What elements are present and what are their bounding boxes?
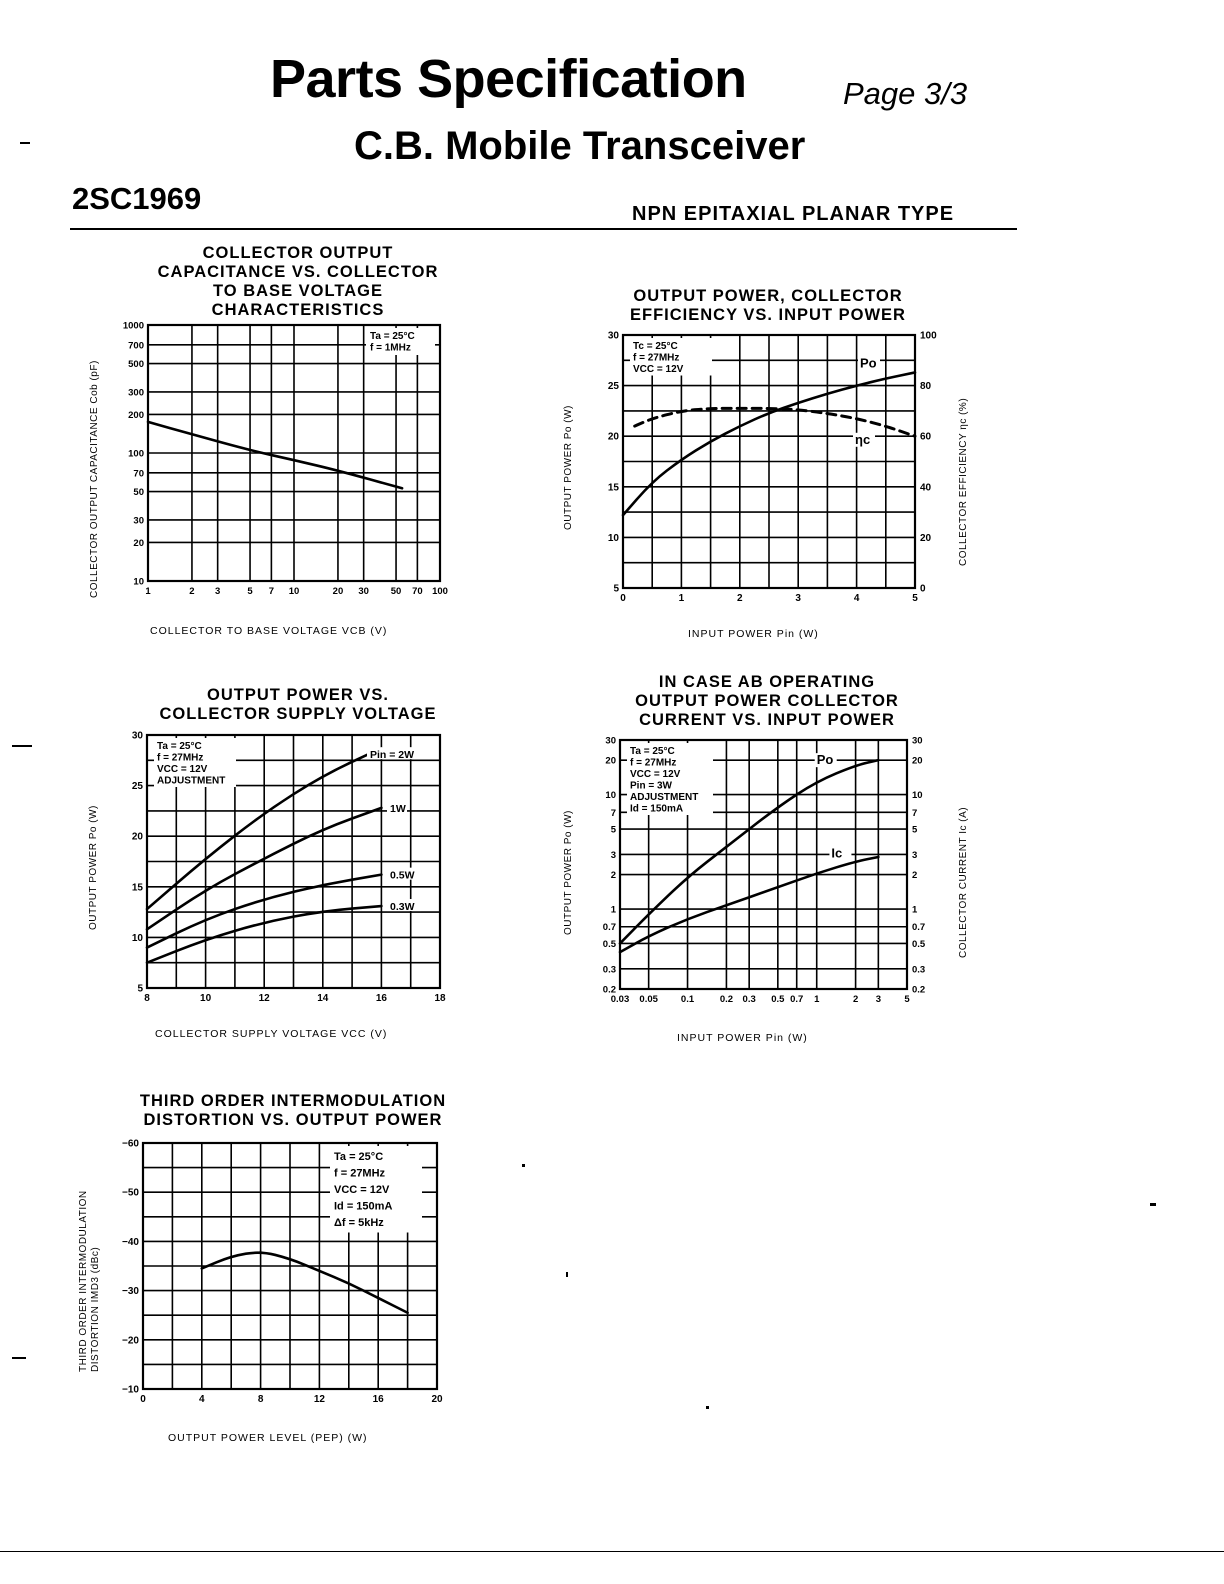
y-axis-label: OUTPUT POWER Po (W): [563, 405, 574, 530]
x-tick-label: 14: [317, 993, 329, 1004]
chart-title-line: DISTORTION VS. OUTPUT POWER: [143, 1111, 443, 1129]
x-tick-label: 8: [144, 993, 150, 1004]
y-tick-label: 30: [605, 735, 616, 747]
y-tick-label: 100: [128, 448, 144, 460]
scan-speck: [1150, 1203, 1156, 1206]
y-tick-label: 5: [610, 824, 616, 836]
x-tick-label: 3: [875, 994, 881, 1005]
x-axis-label: COLLECTOR SUPPLY VOLTAGE VCC (V): [155, 1028, 388, 1040]
y-tick-label-right: 0.3: [912, 964, 926, 976]
y-tick-label: 0.5: [602, 938, 616, 950]
y-tick-label-right: 10: [912, 790, 923, 802]
condition-annotation: Δf = 5kHz: [334, 1217, 384, 1229]
chart-title-line: COLLECTOR SUPPLY VOLTAGE: [159, 705, 437, 723]
series-line-imd3: [202, 1253, 408, 1313]
x-tick-label: 0.7: [790, 994, 804, 1005]
y-axis-label: OUTPUT POWER Po (W): [88, 805, 99, 930]
condition-annotation: Ta = 25°C: [630, 746, 675, 757]
y-tick-label: 20: [133, 537, 144, 549]
x-tick-label: 5: [904, 994, 910, 1005]
y-tick-label: 1: [610, 904, 616, 916]
condition-annotation: VCC = 12V: [633, 364, 684, 375]
x-tick-label: 16: [375, 993, 387, 1004]
condition-annotation: VCC = 12V: [334, 1184, 390, 1196]
chart-title-line: CAPACITANCE VS. COLLECTOR: [157, 263, 439, 281]
x-tick-label: 8: [257, 1394, 264, 1405]
x-tick-label: 1: [814, 994, 820, 1005]
series-label: 1W: [390, 802, 406, 815]
page-subtitle: C.B. Mobile Transceiver: [354, 124, 806, 168]
series-label: Pin = 2W: [370, 749, 415, 762]
x-tick-label: 7: [268, 586, 275, 597]
y-tick-label: 10: [607, 532, 619, 544]
y-tick-label-right: 1: [912, 904, 918, 916]
x-axis-label: OUTPUT POWER LEVEL (PEP) (W): [168, 1432, 368, 1444]
x-axis-label: INPUT POWER Pin (W): [688, 628, 819, 640]
y-axis-label: OUTPUT POWER Po (W): [563, 810, 574, 935]
x-tick-label: 16: [372, 1394, 384, 1405]
y-tick-label-right: 2: [912, 870, 918, 882]
part-type: NPN EPITAXIAL PLANAR TYPE: [632, 203, 955, 225]
x-tick-label: 5: [912, 593, 918, 604]
y-tick-label: 5: [137, 983, 143, 995]
x-tick-label: 0.3: [742, 994, 756, 1005]
y-tick-label: 5: [613, 583, 619, 595]
y-tick-label: 300: [128, 387, 144, 399]
y-tick-label: −20: [122, 1335, 139, 1347]
y-tick-label-right: 80: [920, 381, 932, 393]
condition-annotation: Tc = 25°C: [633, 341, 678, 352]
chart-title-line: TO BASE VOLTAGE: [213, 282, 383, 300]
chart-title-line: COLLECTOR OUTPUT: [202, 244, 394, 262]
y-tick-label-right: 7: [912, 807, 918, 819]
condition-annotation: Id = 150mA: [334, 1200, 393, 1213]
condition-annotation: Ta = 25°C: [370, 331, 415, 342]
x-tick-label: 20: [332, 586, 344, 597]
x-axis-label: COLLECTOR TO BASE VOLTAGE VCB (V): [150, 625, 388, 637]
y-tick-label-right: 20: [912, 755, 923, 767]
scan-speck: [12, 745, 32, 747]
y-tick-label-right: 60: [920, 431, 932, 443]
data-point: [289, 1258, 291, 1260]
x-tick-label: 4: [199, 1394, 205, 1405]
data-point: [260, 1250, 262, 1252]
y-tick-label: −60: [122, 1138, 139, 1150]
y-tick-label-right: 3: [912, 849, 918, 861]
y-tick-label: 500: [128, 359, 144, 371]
x-tick-label: 2: [189, 586, 195, 597]
y-tick-label-right: 30: [912, 735, 923, 747]
page-title: Parts Specification: [270, 49, 747, 109]
condition-annotation: f = 27MHz: [630, 757, 677, 769]
y-axis-label: COLLECTOR OUTPUT CAPACITANCE Cob (pF): [89, 360, 100, 598]
x-tick-label: 0.5: [771, 994, 785, 1005]
series-label: Po: [860, 355, 877, 371]
y-tick-label: −50: [122, 1187, 139, 1199]
condition-annotation: f = 1MHz: [370, 342, 411, 354]
chart-title-line: OUTPUT POWER, COLLECTOR: [633, 287, 903, 305]
series-label: Ic: [831, 845, 843, 861]
x-tick-label: 10: [200, 993, 212, 1004]
x-tick-label: 1: [678, 593, 685, 604]
x-tick-label: 12: [313, 1394, 325, 1405]
data-point: [319, 1270, 321, 1272]
y-axis-label: THIRD ORDER INTERMODULATION: [78, 1190, 89, 1372]
x-tick-label: 50: [390, 586, 402, 597]
chart-title-line: OUTPUT POWER VS.: [207, 686, 389, 704]
scan-speck: [20, 142, 30, 144]
x-tick-label: 2: [737, 593, 743, 604]
y-tick-label-right: 40: [920, 482, 932, 494]
data-point: [407, 1312, 409, 1314]
chart-title-line: CHARACTERISTICS: [211, 301, 385, 319]
y-tick-label: 25: [607, 381, 619, 393]
y-tick-label: 30: [607, 330, 619, 342]
x-tick-label: 2: [852, 994, 859, 1005]
y-tick-label: 10: [605, 790, 616, 802]
y-axis-right-label: COLLECTOR CURRENT Ic (A): [958, 806, 969, 958]
x-axis-label: INPUT POWER Pin (W): [677, 1032, 808, 1044]
scan-speck: [522, 1164, 525, 1167]
y-tick-label: 1000: [122, 320, 144, 332]
x-tick-label: 1: [145, 586, 151, 597]
x-tick-label: 0.05: [639, 994, 658, 1005]
x-tick-label: 0: [140, 1394, 146, 1405]
condition-annotation: f = 27MHz: [157, 752, 204, 764]
y-tick-label: 20: [607, 431, 619, 443]
series-label: Po: [816, 752, 834, 768]
condition-annotation: ADJUSTMENT: [630, 792, 699, 803]
x-tick-label: 3: [215, 586, 221, 597]
x-tick-label: 10: [288, 586, 300, 597]
x-tick-label: 0.1: [680, 994, 695, 1005]
condition-annotation: VCC = 12V: [157, 764, 208, 775]
y-tick-label: 70: [133, 468, 144, 480]
x-tick-label: 0.2: [719, 994, 734, 1005]
x-tick-label: 0: [620, 593, 626, 604]
y-tick-label: −30: [122, 1286, 139, 1298]
y-tick-label-right: 5: [912, 824, 918, 836]
scan-speck: [566, 1272, 568, 1277]
y-tick-label: 30: [131, 730, 143, 742]
y-tick-label: 10: [133, 576, 144, 588]
y-tick-label: 20: [131, 831, 143, 843]
x-tick-label: 0.03: [610, 994, 630, 1005]
x-tick-label: 5: [247, 586, 253, 597]
y-tick-label: 20: [605, 755, 616, 767]
chart-title-line: OUTPUT POWER COLLECTOR: [635, 692, 899, 710]
y-tick-label: 15: [131, 882, 143, 894]
y-tick-label-right: 0.2: [912, 984, 926, 996]
y-tick-label: 0.3: [602, 964, 616, 976]
y-axis-right-label: COLLECTOR EFFICIENCY ηc (%): [958, 397, 969, 566]
y-tick-label: 15: [607, 482, 619, 494]
y-tick-label: 7: [610, 807, 616, 819]
chart-title-line: IN CASE AB OPERATING: [658, 673, 876, 691]
scan-speck: [12, 1357, 26, 1359]
y-tick-label: −10: [122, 1384, 139, 1396]
y-tick-label: 200: [128, 409, 144, 421]
condition-annotation: Pin = 3W: [630, 780, 672, 792]
x-tick-label: 100: [432, 586, 448, 597]
x-tick-label: 3: [795, 593, 801, 604]
data-point: [201, 1268, 203, 1270]
series-label: 0.3W: [390, 901, 415, 914]
chart-title-line: THIRD ORDER INTERMODULATION: [139, 1092, 447, 1110]
data-point: [348, 1282, 350, 1284]
condition-annotation: f = 27MHz: [633, 352, 680, 364]
y-tick-label: 25: [131, 781, 143, 793]
x-tick-label: 20: [431, 1394, 443, 1405]
x-tick-label: 30: [358, 586, 369, 597]
data-point: [377, 1297, 379, 1299]
x-tick-label: 4: [853, 593, 860, 604]
y-tick-label: 50: [133, 487, 144, 499]
condition-annotation: VCC = 12V: [630, 769, 681, 780]
series-label: ηc: [855, 431, 871, 447]
y-axis-label: DISTORTION IMD3 (dBc): [90, 1246, 101, 1372]
y-tick-label: −40: [122, 1236, 139, 1248]
x-tick-label: 70: [412, 586, 423, 597]
y-tick-label-right: 0.5: [912, 938, 926, 950]
condition-annotation: ADJUSTMENT: [157, 775, 226, 787]
data-point: [230, 1255, 232, 1257]
y-tick-label: 10: [131, 932, 143, 944]
chart-title-line: EFFICIENCY VS. INPUT POWER: [630, 306, 906, 324]
y-tick-label: 0.2: [602, 984, 616, 996]
scan-speck: [706, 1406, 709, 1409]
y-tick-label-right: 0: [920, 583, 926, 595]
y-tick-label: 700: [128, 340, 144, 352]
y-tick-label: 3: [610, 849, 616, 861]
y-tick-label-right: 0.7: [912, 922, 926, 934]
condition-annotation: Ta = 25°C: [157, 741, 202, 752]
y-tick-label: 0.7: [602, 922, 616, 934]
condition-annotation: f = 27MHz: [334, 1167, 386, 1180]
y-tick-label-right: 20: [920, 532, 932, 544]
x-tick-label: 12: [258, 993, 270, 1004]
chart-title-line: CURRENT VS. INPUT POWER: [639, 711, 895, 729]
y-tick-label-right: 100: [920, 330, 937, 342]
y-tick-label: 30: [133, 515, 144, 527]
condition-annotation: Ta = 25°C: [334, 1151, 384, 1163]
page-number: Page 3/3: [843, 76, 968, 111]
part-number: 2SC1969: [72, 181, 202, 216]
condition-annotation: Id = 150mA: [630, 803, 684, 815]
series-label: 0.5W: [390, 869, 415, 882]
y-tick-label: 2: [610, 870, 616, 882]
x-tick-label: 18: [434, 993, 446, 1004]
